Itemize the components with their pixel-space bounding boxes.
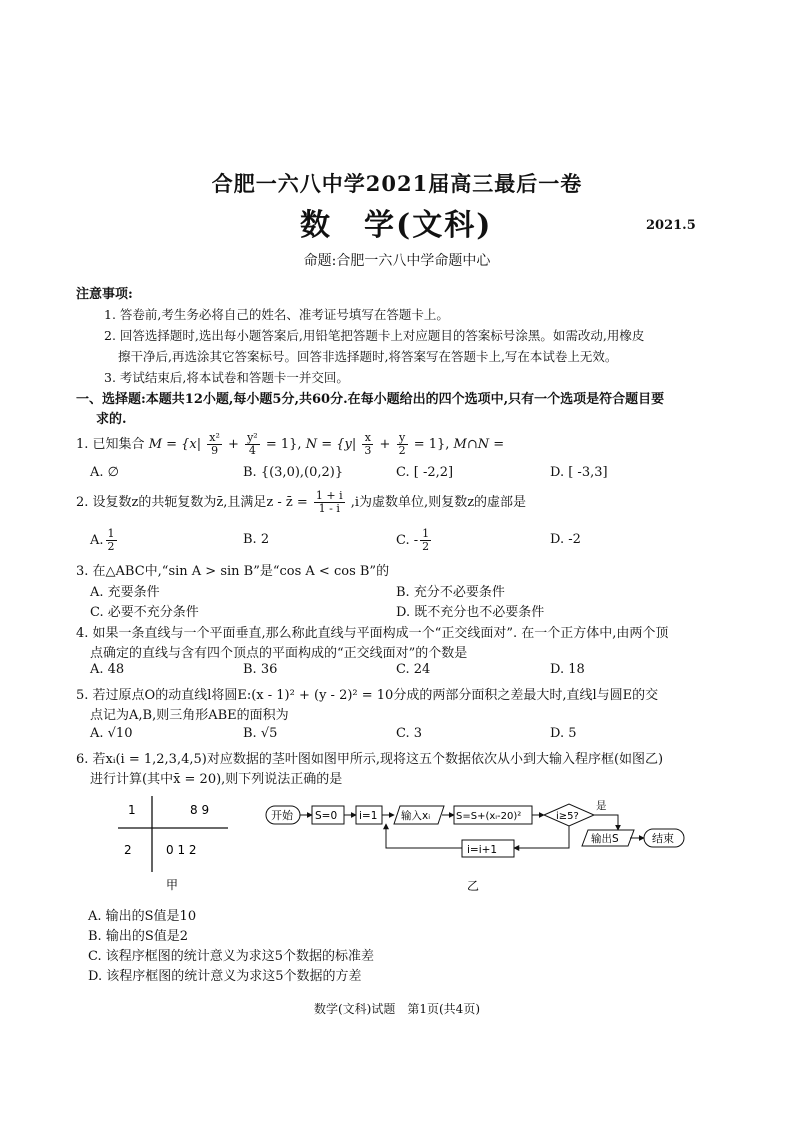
q6-option-c: C. 该程序框图的统计意义为求这5个数据的标准差 xyxy=(88,949,375,964)
q1-n-frac2-den: 2 xyxy=(398,444,406,457)
q2-opt-c-num: 1 xyxy=(422,527,430,540)
q1-n-frac1-den: 3 xyxy=(364,444,372,457)
q2-opt-c-lead: C. - xyxy=(396,533,419,548)
question-2-stem xyxy=(76,490,526,515)
flowchart-caption: 乙 xyxy=(467,879,480,893)
q3-option-a: A. 充要条件 xyxy=(90,585,160,600)
q2-option-d: D. -2 xyxy=(550,532,581,547)
flow-condition-label: i≥5? xyxy=(556,811,579,822)
flow-update-label: S=S+(xᵢ-20)² xyxy=(456,811,522,822)
q1-set-n-tail: = 1}, xyxy=(413,437,450,452)
q1-m-frac2-num: y² xyxy=(247,431,258,444)
author-line: 命题:合肥一六八中学命题中心 xyxy=(303,253,491,269)
q2-option-c xyxy=(396,528,433,553)
q2-frac-num: 1 + i xyxy=(315,489,343,502)
q1-set-m-tail: = 1}, xyxy=(265,437,302,452)
question-6-stem-a: 6. 若xᵢ(i = 1,2,3,4,5)对应数据的茎叶图如图甲所示,现将这五个数据依次从小到大输入程序框(如图乙) xyxy=(76,752,664,767)
q2-opt-a-num: 1 xyxy=(107,527,115,540)
notice-item-3: 3. 考试结束后,将本试卷和答题卡一并交回。 xyxy=(104,370,349,385)
q1-n-frac1-num: x xyxy=(362,432,373,445)
q5-option-c: C. 3 xyxy=(396,726,423,741)
stem-leaf-caption: 甲 xyxy=(166,878,179,892)
q6-option-b: B. 输出的S值是2 xyxy=(88,929,188,944)
q1-option-b: B. {(3,0),(0,2)} xyxy=(243,465,344,480)
q1-m-frac1-den: 9 xyxy=(211,444,219,457)
q2-text-a: 2. 设复数z的共轭复数为z̄,且满足z - z̄ = xyxy=(76,495,308,510)
section-heading-b: 求的. xyxy=(96,412,127,427)
question-4-stem-b: 点确定的直线与含有四个顶点的平面构成的“正交线面对”的个数是 xyxy=(90,646,468,661)
leaves-row-1: 8 9 xyxy=(190,803,210,817)
q4-option-d: D. 18 xyxy=(550,662,585,677)
flow-init-i-label: i=1 xyxy=(359,810,378,822)
q2-opt-c-den: 2 xyxy=(422,540,430,553)
leaves-row-2: 0 1 2 xyxy=(166,843,197,857)
notice-item-2a: 2. 回答选择题时,选出每小题答案后,用铅笔把答题卡上对应题目的答案标号涂黑。如需改动,用橡皮 xyxy=(104,328,645,343)
q1-question: M∩N = xyxy=(453,437,505,452)
flow-init-s-label: S=0 xyxy=(315,810,338,822)
q3-option-c: C. 必要不充分条件 xyxy=(90,605,199,620)
q3-option-d: D. 既不充分也不必要条件 xyxy=(396,605,545,620)
q1-m-plus: + xyxy=(228,437,239,452)
q2-option-a xyxy=(90,528,119,553)
flow-input-label: 输入xᵢ xyxy=(401,810,431,822)
question-6-stem-b: 进行计算(其中x̄ = 20),则下列说法正确的是 xyxy=(90,772,343,787)
question-3-stem: 3. 在△ABC中,“sin A > sin B”是“cos A < cos B”的 xyxy=(76,564,390,579)
q2-opt-a-lead: A. xyxy=(90,533,104,548)
exam-date: 2021.5 xyxy=(646,218,696,233)
notice-item-1: 1. 答卷前,考生务必将自己的姓名、准考证号填写在答题卡上。 xyxy=(104,307,449,322)
q1-m-frac1-num: x² xyxy=(209,431,220,444)
q2-frac-den: 1 - i xyxy=(318,502,340,515)
flow-output-label: 输出S xyxy=(591,833,619,845)
q1-option-d: D. [ -3,3] xyxy=(550,465,608,480)
program-flowchart xyxy=(262,796,692,894)
question-4-stem-a: 4. 如果一条直线与一个平面垂直,那么称此直线与平面构成一个“正交线面对”. 在一个正方体中,由两个顶 xyxy=(76,626,669,641)
q2-frac xyxy=(314,490,345,515)
q1-prefix: 1. 已知集合 xyxy=(76,437,145,452)
q4-option-c: C. 24 xyxy=(396,662,431,677)
q6-option-a: A. 输出的S值是10 xyxy=(88,909,197,924)
q1-m-frac-1 xyxy=(207,432,222,457)
subject-title: 数 学(文科) xyxy=(300,208,493,243)
q2-text-b: ,i为虚数单位,则复数z的虚部是 xyxy=(350,495,527,510)
q3-option-b: B. 充分不必要条件 xyxy=(396,585,505,600)
q2-opt-a-den: 2 xyxy=(107,540,115,553)
q5-option-d: D. 5 xyxy=(550,726,577,741)
q6-option-d: D. 该程序框图的统计意义为求这5个数据的方差 xyxy=(88,969,362,984)
stem-row-2: 2 xyxy=(124,843,132,857)
school-title: 合肥一六八中学2021届高三最后一卷 xyxy=(211,171,583,196)
q1-n-frac-1 xyxy=(362,432,373,457)
flow-start-label: 开始 xyxy=(271,809,293,822)
q2-opt-c-frac xyxy=(420,528,431,553)
q1-n-frac-2 xyxy=(397,432,408,457)
q1-m-frac2-den: 4 xyxy=(248,444,256,457)
flow-increment-label: i=i+1 xyxy=(467,844,498,856)
q4-option-a: A. 48 xyxy=(90,662,125,677)
q5-option-b: B. √5 xyxy=(243,726,278,741)
stem-row-1: 1 xyxy=(128,803,136,817)
q1-option-c: C. [ -2,2] xyxy=(396,465,454,480)
notice-item-2b: 擦干净后,再选涂其它答案标号。回答非选择题时,将答案写在答题卡上,写在本试卷上无效。 xyxy=(118,349,618,364)
notice-heading: 注意事项: xyxy=(76,287,133,302)
page-footer: 数学(文科)试题 第1页(共4页) xyxy=(314,1002,480,1016)
q1-n-frac2-num: y xyxy=(397,432,408,445)
q1-n-plus: + xyxy=(379,437,391,452)
question-5-stem-b: 点记为A,B,则三角形ABE的面积为 xyxy=(90,708,289,723)
section-heading-a: 一、选择题:本题共12小题,每小题5分,共60分.在每小题给出的四个选项中,只有一个选项是符合题目要 xyxy=(76,392,665,407)
flow-yes-label: 是 xyxy=(596,800,607,812)
q1-m-frac-2 xyxy=(245,432,260,457)
q1-set-m-lead: M = {x| xyxy=(148,437,202,452)
flow-end-label: 结束 xyxy=(652,832,674,845)
q4-option-b: B. 36 xyxy=(243,662,278,677)
q5-option-a: A. √10 xyxy=(90,726,133,741)
q2-opt-a-frac xyxy=(106,528,117,553)
q1-option-a: A. ∅ xyxy=(90,465,119,480)
q1-set-n-lead: N = {y| xyxy=(305,437,357,452)
q2-option-b: B. 2 xyxy=(243,532,270,547)
question-5-stem-a: 5. 若过原点O的动直线l将圆E:(x - 1)² + (y - 2)² = 10分成的两部分面积之差最大时,直线l与圆E的交 xyxy=(76,688,659,703)
question-1-stem xyxy=(76,432,504,457)
stem-leaf-plot xyxy=(110,792,240,892)
